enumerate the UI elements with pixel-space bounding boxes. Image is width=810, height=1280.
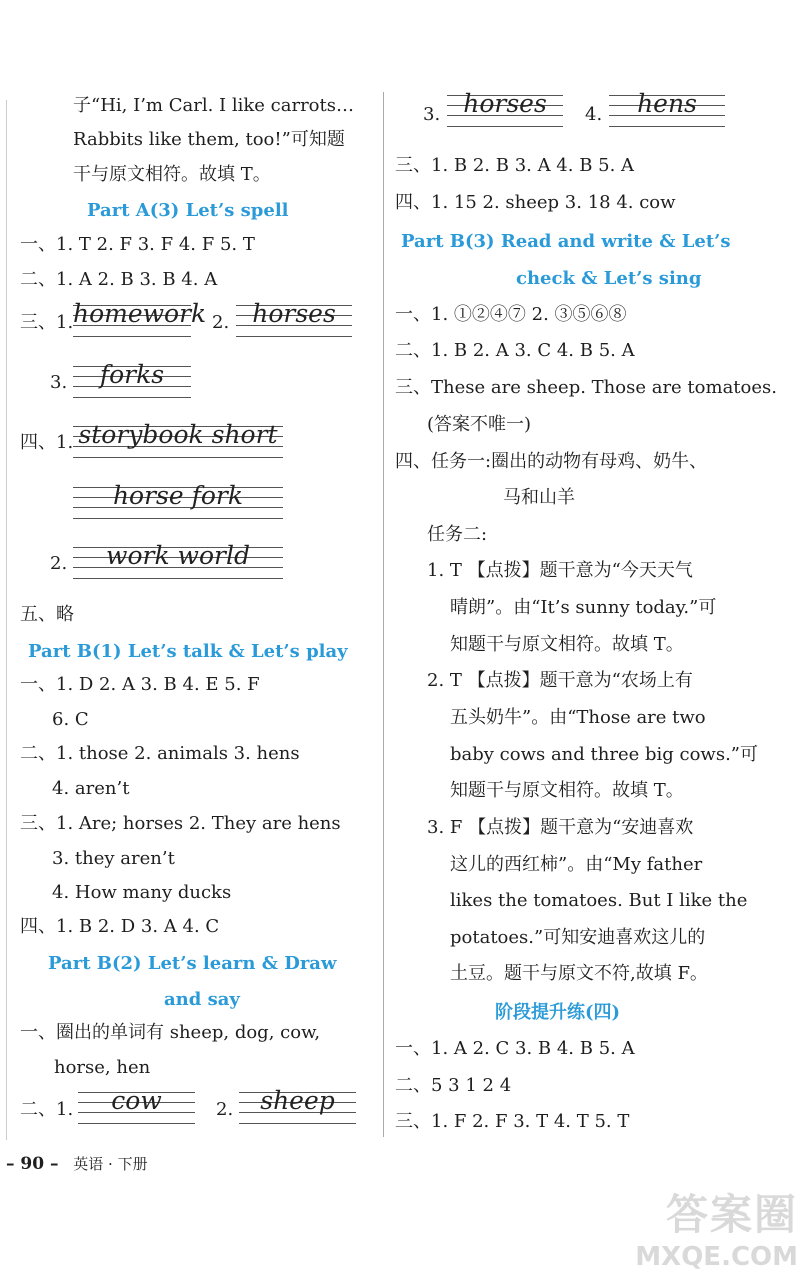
- answer-line: 四、1. B 2. D 3. A 4. C: [20, 916, 220, 937]
- section-heading-b3: Part B(3) Read and write & Let’s: [401, 231, 731, 252]
- handwriting-answer: [78, 1086, 195, 1124]
- left-margin-rule: [6, 100, 7, 1140]
- answer-label: 2.: [212, 312, 230, 333]
- handwritten-word: horses: [463, 89, 547, 118]
- answer-label: 3.: [50, 372, 68, 393]
- explanation-line: baby cows and three big cows.”可: [450, 744, 758, 765]
- answer-line: 二、1. B 2. A 3. C 4. B 5. A: [395, 340, 635, 361]
- handwriting-answer: [447, 89, 563, 127]
- answer-line: 四、1. 15 2. sheep 3. 18 4. cow: [395, 192, 676, 213]
- answer-label: 4.: [585, 104, 603, 125]
- answer-line: (答案不唯一): [427, 414, 532, 435]
- explanation-line: 1. T 【点拨】题干意为“今天天气: [427, 560, 693, 581]
- answer-line: 二、5 3 1 2 4: [395, 1075, 512, 1096]
- answer-label: 二、1.: [20, 1099, 74, 1120]
- handwritten-word: forks: [99, 360, 165, 389]
- explanation-line: 2. T 【点拨】题干意为“农场上有: [427, 670, 693, 691]
- column-divider: [383, 92, 384, 1137]
- explanation-line: 土豆。题干与原文不符,故填 F。: [450, 963, 708, 984]
- page-number: – 90 –: [6, 1154, 59, 1174]
- handwriting-answer: [73, 541, 283, 579]
- handwriting-answer: [73, 299, 207, 337]
- explanation-line: 知题干与原文相符。故填 T。: [450, 634, 684, 655]
- handwritten-word: sheep: [260, 1086, 335, 1115]
- answer-line: 三、1. B 2. B 3. A 4. B 5. A: [395, 155, 635, 176]
- watermark: [635, 1182, 798, 1272]
- section-heading-b3-cont: check & Let’s sing: [516, 268, 702, 289]
- book-title: 英语 · 下册: [73, 1155, 148, 1173]
- handwriting-answer: [73, 420, 283, 458]
- handwritten-word: horse fork: [112, 481, 244, 510]
- handwriting-answer: [73, 360, 191, 398]
- section-heading-a3: Part A(3) Let’s spell: [87, 200, 289, 221]
- handwritten-word: storybook short: [78, 420, 278, 449]
- handwritten-word: cow: [111, 1086, 162, 1115]
- explanation-line: potatoes.”可知安迪喜欢这儿的: [450, 927, 706, 948]
- answer-line: 一、1. T 2. F 3. F 4. F 5. T: [20, 234, 255, 255]
- watermark-logo: 答案圈: [665, 1190, 798, 1239]
- answer-line: 四、任务一:圈出的动物有母鸡、奶牛、: [395, 451, 708, 472]
- intro-line-2: Rabbits like them, too!”可知题: [73, 129, 345, 150]
- section-heading-b2-cont: and say: [164, 989, 240, 1010]
- answer-line: 一、1. A 2. C 3. B 4. B 5. A: [395, 1038, 635, 1059]
- explanation-line: likes the tomatoes. But I like the: [450, 890, 748, 911]
- handwritten-word: hens: [637, 89, 697, 118]
- answer-label: 2.: [50, 553, 68, 574]
- section-heading-b1: Part B(1) Let’s talk & Let’s play: [28, 641, 348, 662]
- watermark-url: MXQE.COM: [635, 1242, 798, 1272]
- explanation-line: 晴朗”。由“It’s sunny today.”可: [450, 597, 717, 618]
- answer-line: 4. How many ducks: [52, 882, 232, 903]
- explanation-line: 五头奶牛”。由“Those are two: [450, 707, 706, 728]
- answer-line: 6. C: [52, 709, 89, 730]
- handwriting-answer: [236, 299, 352, 337]
- answer-line: 二、1. those 2. animals 3. hens: [20, 743, 300, 764]
- answer-line: 3. they aren’t: [52, 848, 175, 869]
- answer-label: 三、1.: [20, 312, 74, 333]
- answer-line: 一、1. ①②④⑦ 2. ③⑤⑥⑧: [395, 304, 627, 325]
- handwriting-answer: [609, 89, 725, 127]
- answer-line: 4. aren’t: [52, 778, 130, 799]
- answer-line: 任务二:: [427, 524, 488, 545]
- handwriting-answer: [73, 481, 283, 519]
- answer-label: 四、1.: [20, 432, 74, 453]
- answer-label: 2.: [216, 1099, 234, 1120]
- handwritten-word: homework: [73, 299, 207, 328]
- intro-line-1: 子“Hi, I’m Carl. I like carrots…: [73, 95, 354, 116]
- handwritten-word: work world: [106, 541, 250, 570]
- answer-label: 3.: [423, 104, 441, 125]
- section-heading-b2: Part B(2) Let’s learn & Draw: [48, 953, 337, 974]
- answer-line: 一、圈出的单词有 sheep, dog, cow,: [20, 1022, 321, 1043]
- answer-line: 五、略: [20, 604, 74, 625]
- explanation-line: 知题干与原文相符。故填 T。: [450, 780, 684, 801]
- answer-line: 三、1. Are; horses 2. They are hens: [20, 813, 341, 834]
- answer-line: 三、1. F 2. F 3. T 4. T 5. T: [395, 1111, 630, 1132]
- explanation-line: 3. F 【点拨】题干意为“安迪喜欢: [427, 817, 694, 838]
- answer-line: 二、1. A 2. B 3. B 4. A: [20, 269, 218, 290]
- explanation-line: 这儿的西红柿”。由“My father: [450, 854, 703, 875]
- answer-line: 马和山羊: [503, 487, 575, 508]
- answer-line: 三、These are sheep. Those are tomatoes.: [395, 377, 777, 398]
- answer-line: horse, hen: [54, 1057, 151, 1078]
- page-footer: [6, 1153, 148, 1174]
- section-heading-stage: 阶段提升练(四): [495, 1002, 621, 1023]
- answer-line: 一、1. D 2. A 3. B 4. E 5. F: [20, 674, 260, 695]
- handwritten-word: horses: [252, 299, 336, 328]
- intro-line-3: 干与原文相符。故填 T。: [73, 164, 271, 185]
- handwriting-answer: [239, 1086, 356, 1124]
